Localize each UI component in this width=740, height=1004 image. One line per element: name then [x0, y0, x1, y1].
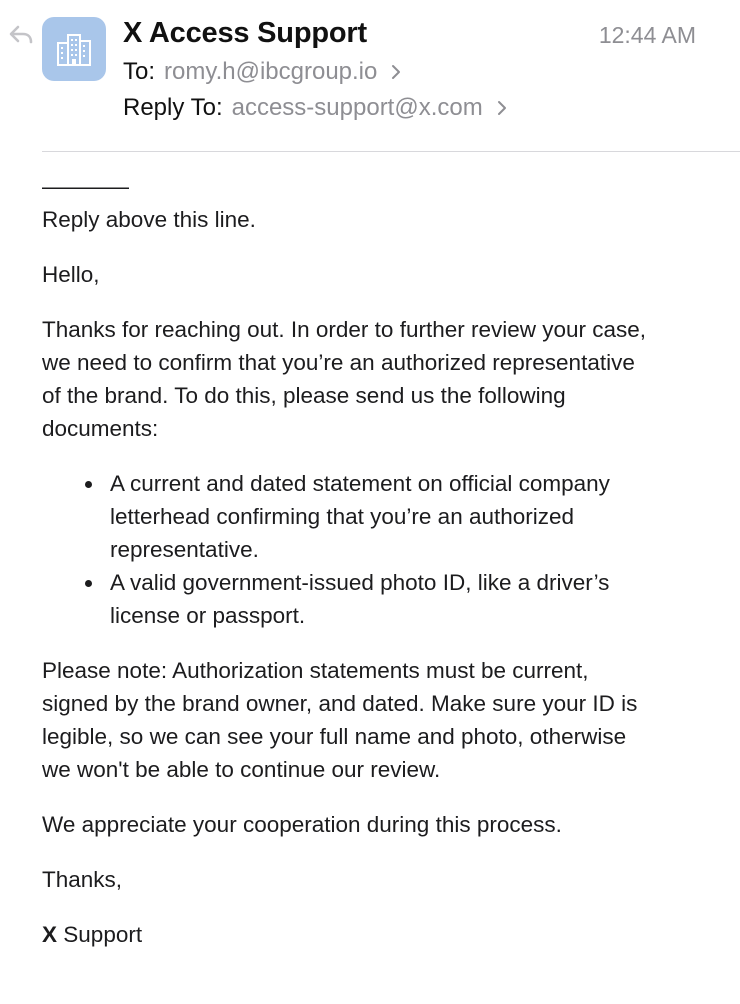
intro-line: of the brand. To do this, please send us the following — [42, 383, 566, 408]
reply-hint: Reply above this line. — [42, 207, 256, 232]
to-address[interactable]: romy.h@ibcgroup.io — [164, 58, 378, 85]
intro-line: documents: — [42, 416, 159, 441]
requirement-item — [110, 566, 712, 632]
requirement-line: letterhead confirming that you’re an authorized — [110, 504, 575, 529]
closing-line: Thanks, — [42, 867, 123, 892]
note-line: Please note: Authorization statements must be current, — [42, 658, 589, 683]
reply-to-row[interactable] — [123, 94, 507, 122]
chevron-right-icon[interactable] — [497, 100, 507, 116]
intro-line: we need to confirm that you’re an authorized representative — [42, 350, 635, 375]
note-line: legible, so we can see your full name and photo, otherwise — [42, 724, 627, 749]
sender-avatar[interactable] — [42, 17, 106, 81]
requirement-line: license or passport. — [110, 603, 306, 628]
appreciation-line: We appreciate your cooperation during this process. — [42, 812, 562, 837]
requirement-item — [110, 467, 712, 566]
intro-paragraph — [42, 313, 712, 445]
x-logo-mark: X — [42, 922, 58, 947]
intro-line: Thanks for reaching out. In order to further review your case, — [42, 317, 647, 342]
reply-arrow-icon[interactable] — [8, 24, 34, 46]
chevron-right-icon[interactable] — [391, 64, 401, 80]
signature-text: Support — [63, 922, 143, 947]
reply-to-address[interactable]: access-support@x.com — [231, 94, 483, 121]
message-time: 12:44 AM — [598, 22, 696, 48]
requirements-list — [42, 467, 712, 632]
reply-to-label: Reply To: — [123, 94, 223, 121]
requirement-line: representative. — [110, 537, 259, 562]
requirement-line: A current and dated statement on official company — [110, 471, 610, 496]
reply-rule: ———— — [42, 174, 128, 199]
building-icon — [54, 29, 94, 69]
requirement-line: A valid government-issued photo ID, like a driver’s — [110, 570, 610, 595]
signature — [42, 918, 712, 951]
message-header — [0, 0, 740, 152]
note-line: signed by the brand owner, and dated. Make sure your ID is — [42, 691, 638, 716]
note-paragraph — [42, 654, 712, 786]
to-label: To: — [123, 58, 156, 85]
sender-name[interactable]: X Access Support — [123, 17, 367, 49]
note-line: we won't be able to continue our review. — [42, 757, 441, 782]
to-row[interactable] — [123, 58, 401, 86]
header-divider — [42, 151, 740, 152]
greeting: Hello, — [42, 262, 100, 287]
message-body — [42, 170, 712, 951]
